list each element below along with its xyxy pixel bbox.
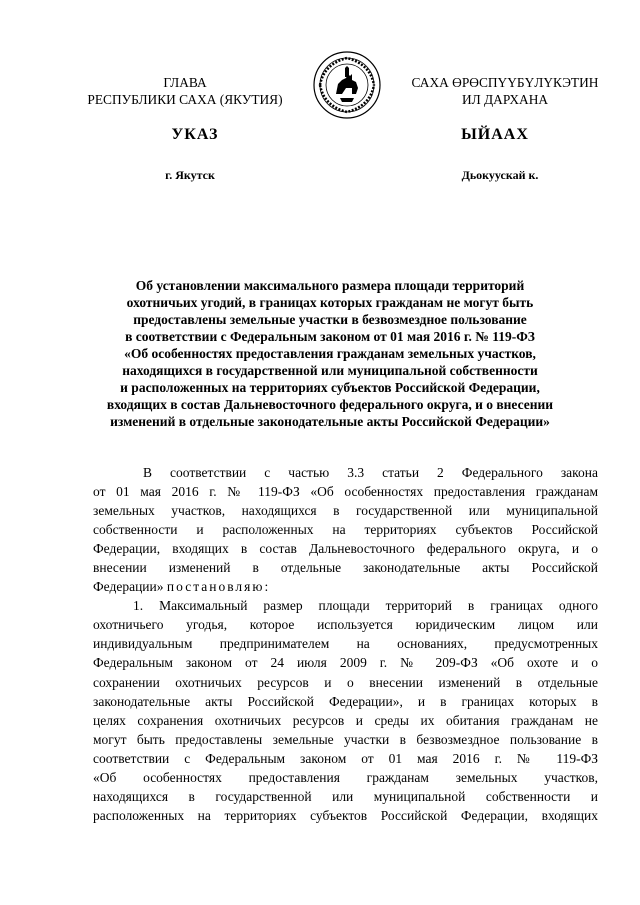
title-line: охотничьих угодий, в границах которых гражданам не могут быть (126, 295, 534, 310)
title-line: «Об особенностях предоставления гражданам земельных участков, (124, 346, 536, 361)
header-left-line-2: РЕСПУБЛИКИ САХА (ЯКУТИЯ) (87, 92, 283, 107)
clause-line: соответствии с Федеральным законом от 01 мая 2016 г. № 119-ФЗ (93, 750, 598, 766)
coat-of-arms-emblem-icon (312, 50, 382, 120)
document-title (65, 277, 595, 430)
title-line: изменений в отдельные законодательные акты Российской Федерации» (110, 414, 550, 429)
clause-line: 1. Максимальный размер площади территорий в границах одного (133, 598, 598, 614)
resolution-word: постановляю: (166, 579, 271, 595)
preamble-last-prefix: Федерации» (93, 579, 164, 595)
clause-line: находящихся в государственной или муниципальной собственности и (93, 788, 598, 804)
title-line: находящихся в государственной или муниципальной собственности (122, 363, 538, 378)
header-right-line-1: САХА ӨРӨСПҮҮБҮЛҮКЭТИН (411, 75, 599, 90)
place-russian: г. Якутск (165, 168, 215, 182)
title-line: Об установлении максимального размера площади территорий (135, 278, 525, 293)
preamble-line: собственности и расположенных на территориях субъектов Российской (93, 522, 598, 538)
header-right (385, 74, 625, 108)
document-body (93, 463, 598, 825)
preamble-last-line (93, 577, 598, 596)
clause-line: «Об особенностях предоставления гражданам земельных участков, (93, 769, 598, 785)
clause-line: индивидуальным предпринимателем на основаниях, предусмотренных (93, 636, 598, 652)
clause-line: охотничьего угодья, которое используется юридическим лицом или (93, 617, 598, 633)
header-right-line-2: ИЛ ДАРХАНА (461, 92, 549, 107)
clause-line: Федеральным законом от 24 июля 2009 г. № 209-ФЗ «Об охоте и о (93, 655, 598, 671)
title-line: и расположенных на территориях субъектов Российской Федерации, (120, 380, 540, 395)
header-left (60, 74, 310, 108)
clause-line: могут быть предоставлены земельные участки в безвозмездное пользование в (93, 731, 598, 747)
preamble-line: от 01 мая 2016 г. № 119-ФЗ «Об особенностях предоставления гражданам (93, 484, 598, 500)
place-yakut: Дьокуускай к. (461, 168, 539, 182)
decree-label-russian: УКАЗ (171, 126, 219, 143)
clause-line: сохранении охотничьих ресурсов и о внесении изменений в отдельные (93, 674, 598, 690)
clause-line: целях сохранения охотничьих ресурсов и среды их обитания гражданам не (93, 712, 598, 728)
clause-line: законодательные акты Российской Федерации», и в границах которых в (93, 693, 598, 709)
clause-line: расположенных на территориях субъектов Российской Федерации, входящих (93, 807, 598, 823)
title-line: предоставлены земельные участки в безвозмездное пользование (133, 312, 527, 327)
title-line: в соответствии с Федеральным законом от 01 мая 2016 г. № 119-ФЗ (125, 329, 535, 344)
preamble-line: Федерации, входящих в состав Дальневосточного федерального округа, и о (93, 541, 598, 557)
preamble-line: внесении изменений в отдельные законодательные акты Российской (93, 560, 598, 576)
preamble-line: земельных участков, находящихся в государственной или муниципальной (93, 503, 598, 519)
decree-label-yakut: ЫЙААХ (461, 126, 529, 143)
title-line: входящих в состав Дальневосточного федерального округа, и о внесении (106, 397, 554, 412)
preamble-line: В соответствии с частью 3.3 статьи 2 Федерального закона (143, 465, 598, 480)
header-left-line-1: ГЛАВА (163, 75, 207, 90)
